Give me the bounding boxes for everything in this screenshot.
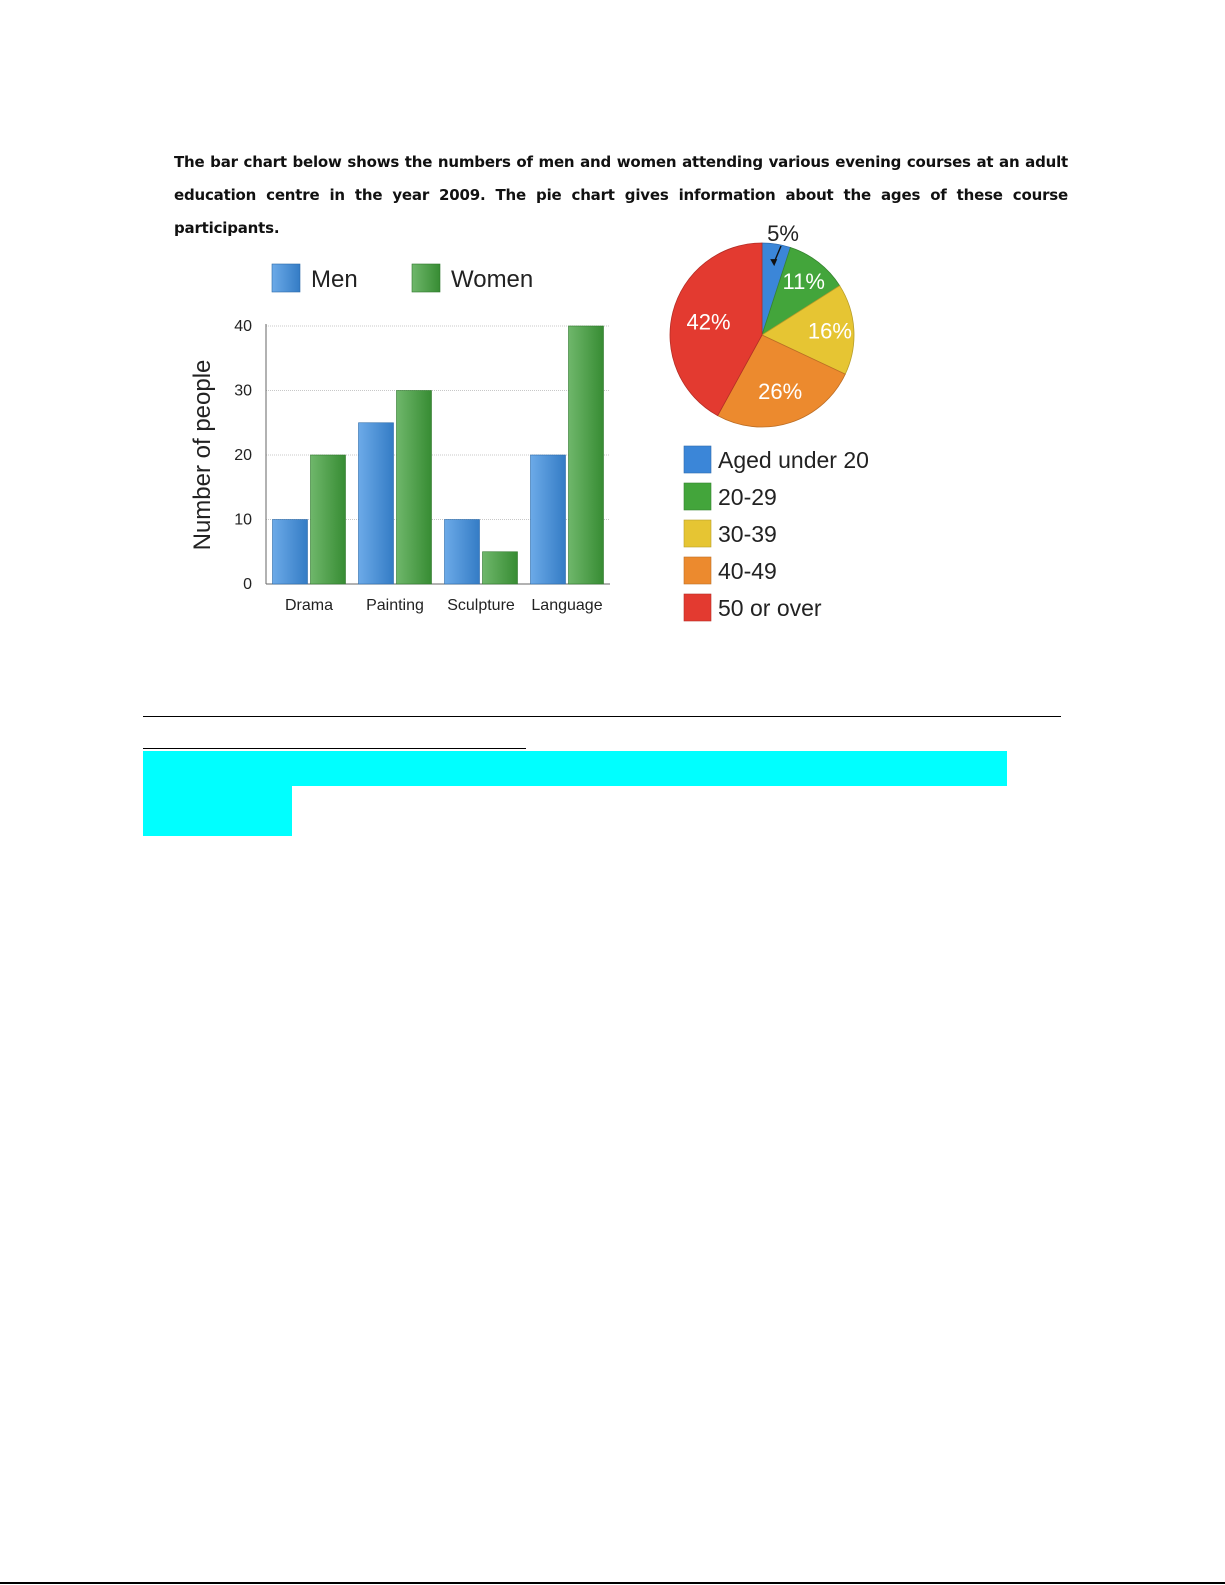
legend-label-men: Men xyxy=(311,266,358,293)
bar-women-painting xyxy=(397,391,432,585)
y-tick-label: 0 xyxy=(243,576,252,593)
pie-legend-label: Aged under 20 xyxy=(718,447,869,473)
pie-value-label: 42% xyxy=(686,309,731,335)
y-tick-label: 30 xyxy=(234,382,252,400)
bar-women-drama xyxy=(311,455,346,584)
bar-men-drama xyxy=(273,520,308,585)
pie-chart xyxy=(655,218,905,628)
bar-men-sculpture xyxy=(445,520,480,585)
x-tick-label: Sculpture xyxy=(447,597,515,614)
y-tick-label: 20 xyxy=(234,447,252,464)
pie-legend-swatch xyxy=(684,520,711,547)
bar-chart xyxy=(178,245,628,635)
x-tick-label: Drama xyxy=(284,597,334,614)
legend-swatch-men xyxy=(272,264,300,292)
y-tick-label: 10 xyxy=(234,511,252,529)
pie-legend-label: 50 or over xyxy=(718,595,822,621)
bar-men-language xyxy=(531,455,566,584)
answer-line xyxy=(143,716,1061,717)
pie-value-label: 16% xyxy=(807,318,852,344)
bar-women-sculpture xyxy=(483,552,518,584)
pie-legend-label: 40-49 xyxy=(718,558,777,584)
pie-legend-swatch xyxy=(684,557,711,584)
pie-value-label: 11% xyxy=(782,269,825,295)
y-axis-label: Number of people xyxy=(189,359,216,551)
highlight-block xyxy=(143,751,1007,786)
page-bottom-border xyxy=(0,1582,1225,1584)
legend-label-women: Women xyxy=(451,266,534,293)
pie-legend-swatch xyxy=(684,594,711,621)
legend-swatch-women xyxy=(412,264,440,292)
x-tick-label: Painting xyxy=(366,597,424,614)
bar-men-painting xyxy=(359,423,394,584)
highlight-block xyxy=(143,786,292,836)
answer-line xyxy=(143,748,526,749)
pie-value-label: 26% xyxy=(758,378,803,404)
task-prompt: The bar chart below shows the numbers of men and women attending various evening courses at an adult education centre in the year 2009. The pie chart gives information about the ages of these course participants. xyxy=(174,153,1068,237)
pie-legend-swatch xyxy=(684,483,711,510)
x-tick-label: Language xyxy=(531,597,603,614)
pie-legend-label: 20-29 xyxy=(718,484,777,510)
pie-value-label: 5% xyxy=(767,221,799,246)
bar-women-language xyxy=(569,326,604,584)
pie-legend-swatch xyxy=(684,446,711,473)
y-tick-label: 40 xyxy=(234,318,252,335)
pie-legend-label: 30-39 xyxy=(718,521,777,547)
